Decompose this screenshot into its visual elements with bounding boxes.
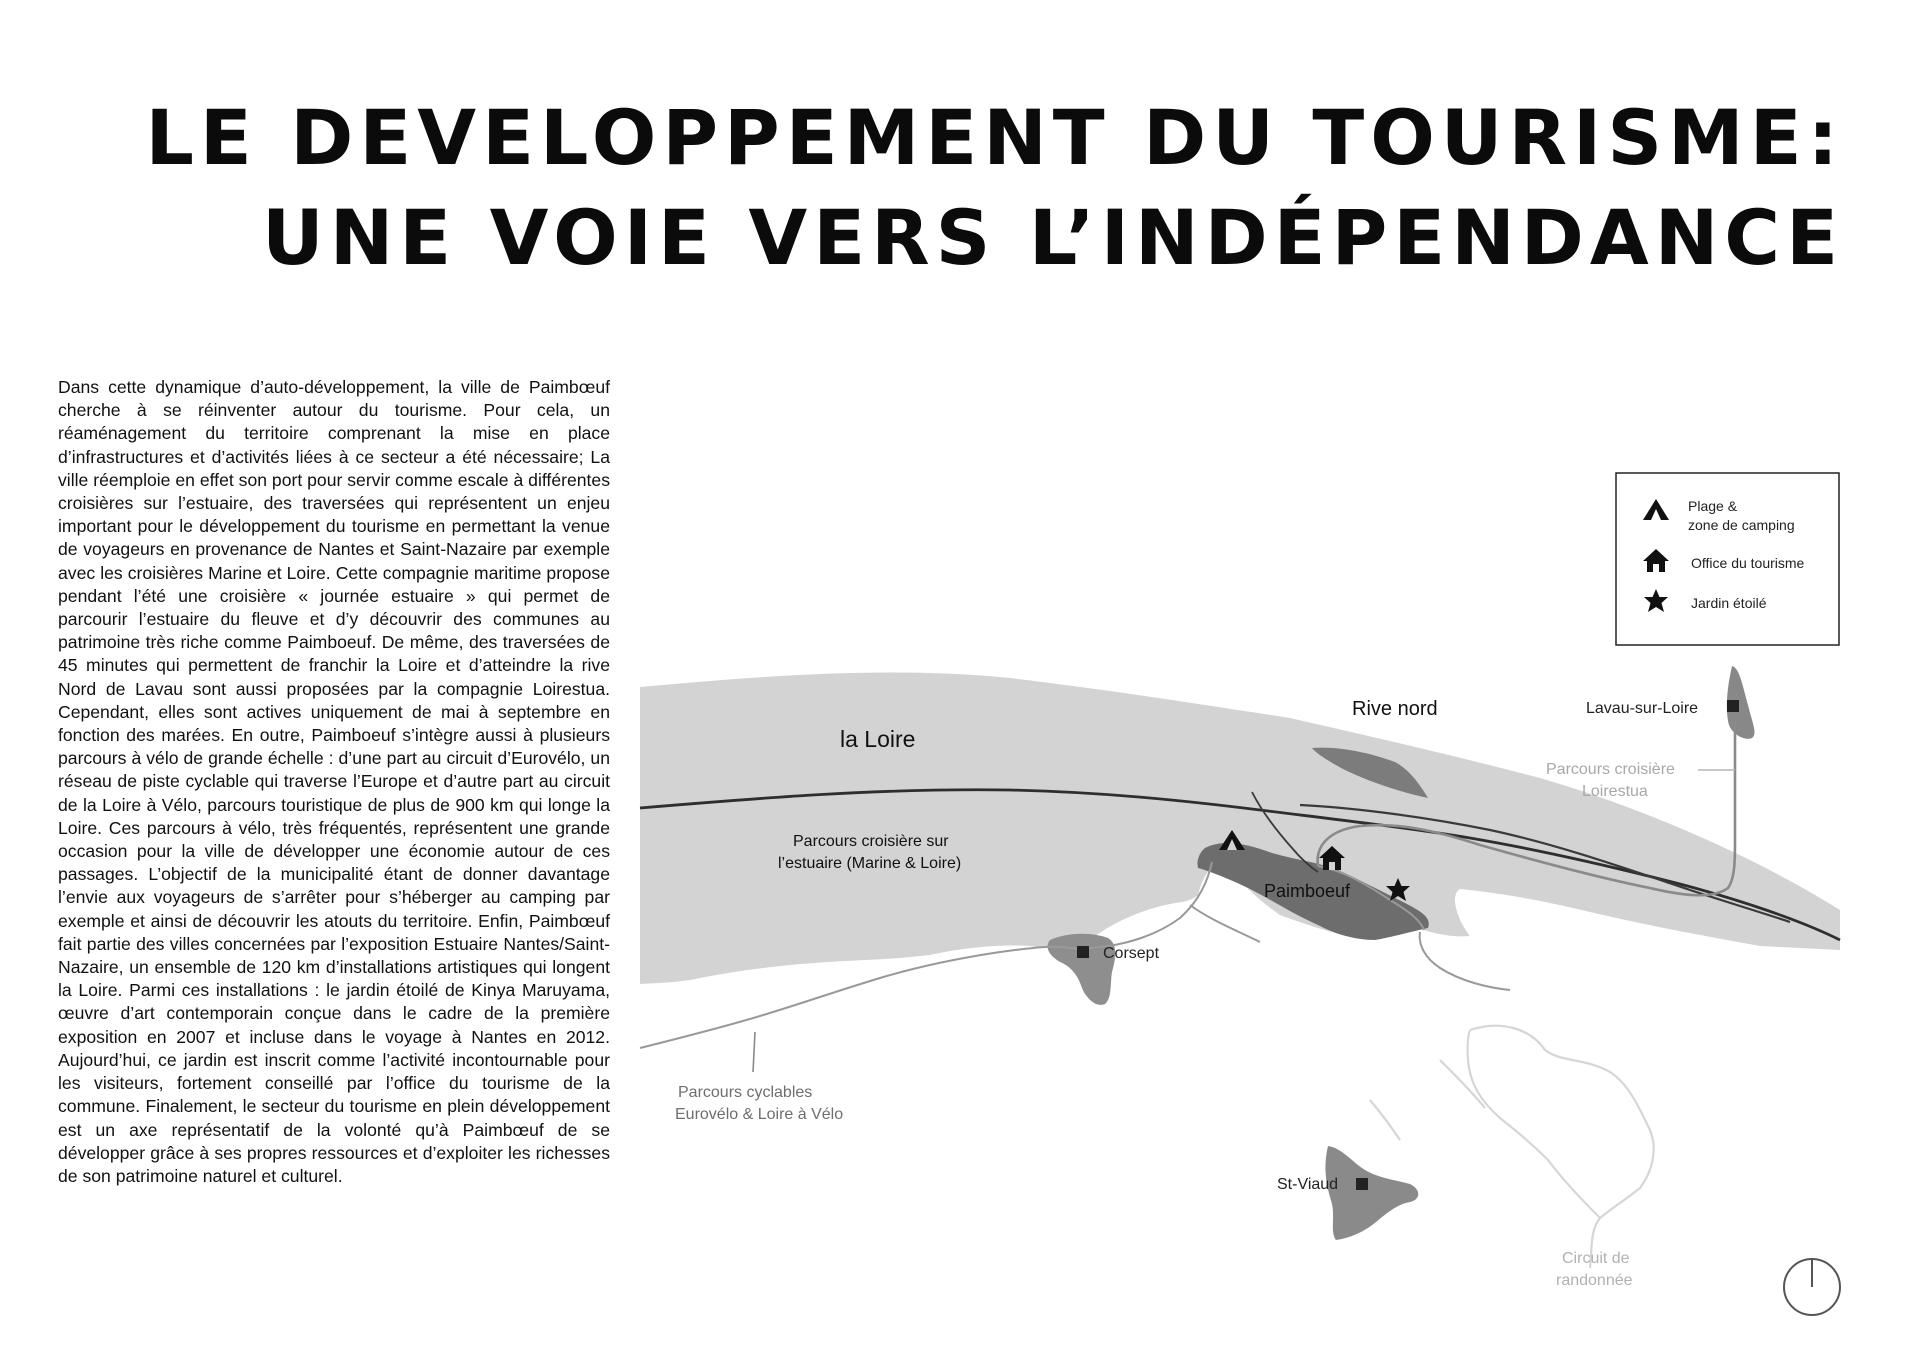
cycle-label-line-2: Eurovélo & Loire à Vélo [675,1106,844,1123]
ferry-label-line-1: Parcours croisière [1546,761,1675,778]
square-marker-icon [1356,1178,1368,1190]
legend-camping-line-2: zone de camping [1688,517,1795,533]
hike-label-line-2: randonnée [1556,1272,1633,1289]
square-marker-icon [1077,946,1089,958]
title-line-2: UNE VOIE VERS L’INDÉPENDANCE [261,193,1844,282]
map-legend [1616,473,1839,645]
legend-tourism-office: Office du tourisme [1691,555,1805,571]
north-bank-label: Rive nord [1352,698,1438,720]
st-viaud-area [1325,1146,1418,1240]
paimboeuf-label: Paimboeuf [1264,881,1351,901]
ferry-label-line-2: Loirestua [1582,783,1648,800]
st-viaud-label: St-Viaud [1277,1176,1339,1193]
north-arrow-icon [1784,1259,1840,1315]
corsept-label: Corsept [1103,945,1160,962]
title-line-1: LE DEVELOPPEMENT DU TOURISME: [145,93,1844,182]
hike-label-line-1: Circuit de [1562,1250,1630,1267]
cruise-route-label-line-1: Parcours croisière sur [793,833,949,850]
loire-river [640,673,1840,984]
square-marker-icon [1727,700,1739,712]
legend-camping-line-1: Plage & [1688,498,1738,514]
legend-garden: Jardin étoilé [1691,595,1767,611]
body-paragraph: Dans cette dynamique d’auto-développement, la ville de Paimbœuf cherche à se réinventer autour du tourisme. Pour cela, un réaménagement du territoire comprenant la mise en place d’infrastructures et d’activités liées à ce secteur a été nécessaire; La ville réemploie en effet son port pour servir comme escale à différentes croisières sur l’estuaire, des traversées qui représentent un enjeu important pour le développement du tourisme en permettant la venue de voyageurs en provenance de Nantes et Saint-Nazaire par exemple avec les croisières Marine et Loire. Cette compagnie maritime propose pendant l’été une croisière « journée estuaire » qui permet de parcourir l’estuaire du fleuve et d’y découvrir des communes au patrimoine très riche comme Paimboeuf. De même, des traversées de 45 minutes qui permettent de franchir la Loire et d’atteindre la rive Nord de Lavau sont aussi proposées par la compagnie Loirestua. Cependant, elles sont actives uniquement de mai à septembre en fonction des marées. En outre, Paimboeuf s’intègre aussi à plusieurs parcours à vélo de grande échelle : d’une part au circuit d’Eurovélo, un réseau de piste cyclable qui traverse l’Europe et d’autre part au circuit de la Loire à Vélo, parcours touristique de plus de 900 km qui longe la Loire. Ces parcours à vélo, très fréquentés, représentent une grande occasion pour la ville de développer une économie autour de ces passages. L’objectif de la municipalité étant de donner davantage l’envie aux voyageurs de s’arrêter pour s’héberger au camping par exemple et ainsi de découvrir les atouts du territoire. Enfin, Paimbœuf fait partie des villes concernées par l’exposition Estuaire Nantes/Saint-Nazaire, un ensemble de 120 km d’installations artistiques qui longent la Loire. Parmi ces installations : le jardin étoilé de Kinya Maruyama, œuvre d’art contemporain conçue dans le cadre de la première exposition en 2007 et incluse dans le voyage à Nantes en 2012. Aujourd’hui, ce jardin est inscrit comme l’activité incontournable pour les visiteurs, fortement conseillé par l’office du tourisme de la commune. Finalement, le secteur du tourisme en plein développement est un axe représentatif de la volonté qu’à Paimbœuf de se développer grâce à ses propres ressources et d’exploiter les richesses de son patrimoine naturel et culturel. [58,377,610,1186]
cycle-label-connector [753,1032,755,1072]
lavau-label: Lavau-sur-Loire [1586,700,1699,717]
cruise-route-label-line-2: l’estuaire (Marine & Loire) [778,855,962,872]
hiking-circuit [1370,1026,1654,1268]
cycle-label-line-1: Parcours cyclables [678,1084,813,1101]
river-label: la Loire [840,726,916,752]
